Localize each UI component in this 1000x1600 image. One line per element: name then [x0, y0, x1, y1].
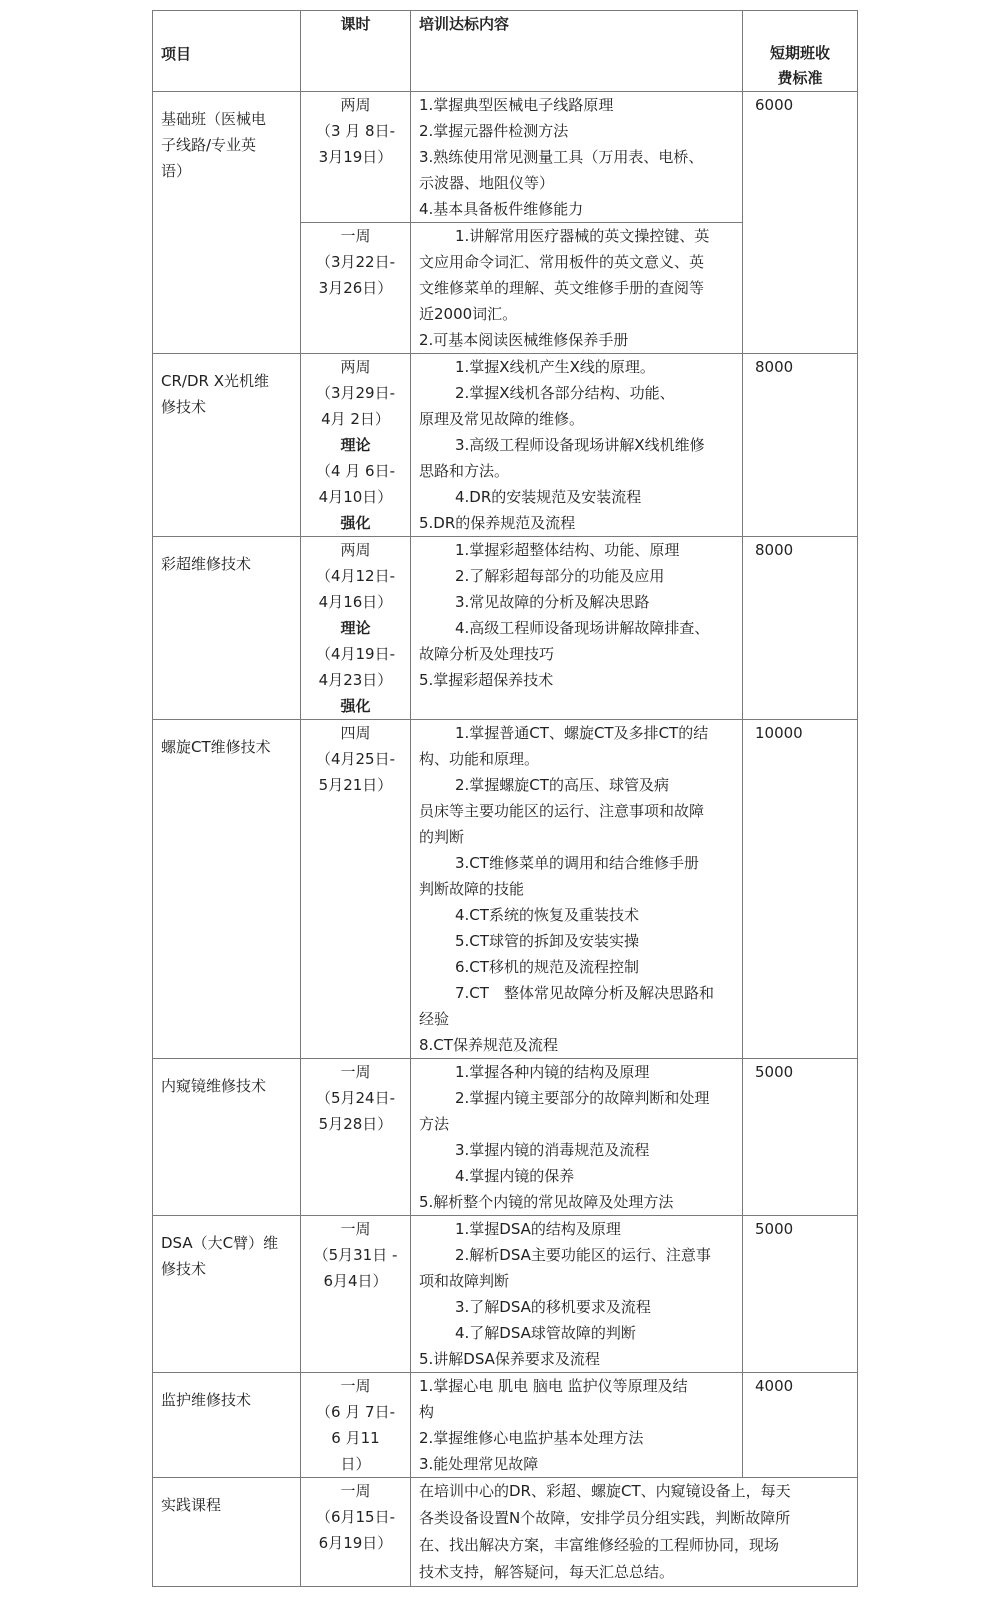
content-line: 3.能处理常见故障 — [419, 1455, 539, 1473]
table-body — [153, 92, 858, 1587]
course-hours-line: 6月4日） — [323, 1272, 388, 1290]
header-fee-line1: 短期班收 — [769, 44, 830, 62]
course-hours — [301, 92, 411, 223]
course-hours-line: 理论 — [340, 619, 371, 637]
content-line: 2.可基本阅读医械维修保养手册 — [419, 331, 629, 349]
content-line: 1.掌握DSA的结构及原理 — [455, 1220, 621, 1238]
course-name — [153, 1478, 301, 1587]
course-hours — [301, 1478, 411, 1587]
course-content — [411, 1478, 858, 1587]
course-name-line: 语） — [161, 162, 192, 180]
content-line: 3.了解DSA的移机要求及流程 — [455, 1298, 651, 1316]
content-line: 构 — [419, 1403, 435, 1421]
content-line: 文应用命令词汇、常用板件的英文意义、英 — [419, 253, 705, 271]
content-line: 构、功能和原理。 — [419, 750, 540, 768]
course-name-line: 基础班（医械电 — [161, 110, 267, 128]
content-line: 判断故障的技能 — [419, 880, 525, 898]
table-row — [153, 1478, 858, 1587]
course-hours-line: 一周 — [340, 1482, 371, 1500]
course-hours-line: 日） — [340, 1455, 371, 1473]
course-hours — [301, 354, 411, 537]
course-hours-line: 3月26日） — [318, 279, 393, 297]
header-item: 项目 — [153, 11, 301, 92]
content-line: 员床等主要功能区的运行、注意事项和故障 — [419, 802, 705, 820]
course-fee: 5000 — [743, 1059, 858, 1216]
course-name-line: CR/DR X光机维 — [161, 372, 269, 390]
content-line: 1.讲解常用医疗器械的英文操控键、英 — [455, 227, 710, 245]
content-line: 1.掌握各种内镜的结构及原理 — [455, 1063, 650, 1081]
content-line: 经验 — [419, 1010, 450, 1028]
course-hours-line: （3月29日- — [315, 384, 396, 402]
content-line: 2.掌握X线机各部分结构、功能、 — [455, 384, 675, 402]
content-line: 故障分析及处理技巧 — [419, 645, 555, 663]
course-hours-line: （4月19日- — [315, 645, 396, 663]
course-hours-line: 理论 — [340, 436, 371, 454]
course-content — [411, 92, 743, 223]
header-hours: 课时 — [301, 11, 411, 92]
course-hours-line: 6 月11 — [331, 1429, 380, 1447]
course-hours — [301, 1373, 411, 1478]
course-content — [411, 354, 743, 537]
course-name-line: 彩超维修技术 — [161, 555, 252, 573]
course-hours-line: （3 月 8日- — [315, 122, 396, 140]
content-line: 4.了解DSA球管故障的判断 — [455, 1324, 636, 1342]
course-hours-line: 3月19日） — [318, 148, 393, 166]
course-fee: 8000 — [743, 354, 858, 537]
course-hours-line: 四周 — [340, 724, 371, 742]
course-fee: 4000 — [743, 1373, 858, 1478]
content-line: 技术支持，解答疑问，每天汇总总结。 — [419, 1563, 675, 1581]
content-line: 4.高级工程师设备现场讲解故障排查、 — [455, 619, 710, 637]
course-hours-line: （4月12日- — [315, 567, 396, 585]
content-line: 示波器、地阻仪等） — [419, 174, 555, 192]
course-name-line: 修技术 — [161, 398, 207, 416]
course-hours-line: 5月21日） — [318, 776, 393, 794]
table-row — [153, 1373, 858, 1478]
content-line: 5.讲解DSA保养要求及流程 — [419, 1350, 600, 1368]
content-line: 的判断 — [419, 828, 465, 846]
content-line: 近2000词汇。 — [419, 305, 518, 323]
content-line: 在、找出解决方案，丰富维修经验的工程师协同，现场 — [419, 1536, 780, 1554]
course-hours-line: 两周 — [340, 541, 371, 559]
course-name — [153, 537, 301, 720]
table-row — [153, 720, 858, 1059]
course-fee: 5000 — [743, 1216, 858, 1373]
course-hours-line: （5月24日- — [315, 1089, 396, 1107]
content-line: 2.解析DSA主要功能区的运行、注意事 — [455, 1246, 711, 1264]
content-line: 4.DR的安装规范及安装流程 — [455, 488, 642, 506]
content-line: 项和故障判断 — [419, 1272, 510, 1290]
course-name-line: 监护维修技术 — [161, 1391, 252, 1409]
content-line: 各类设备设置N个故障，安排学员分组实践，判断故障所 — [419, 1509, 791, 1527]
content-line: 1.掌握典型医械电子线路原理 — [419, 96, 614, 114]
course-hours-line: （4 月 6日- — [315, 462, 396, 480]
content-line: 4.基本具备板件维修能力 — [419, 200, 584, 218]
course-name-line: 内窥镜维修技术 — [161, 1077, 267, 1095]
content-line: 3.熟练使用常见测量工具（万用表、电桥、 — [419, 148, 704, 166]
content-line: 5.CT球管的拆卸及安装实操 — [455, 932, 639, 950]
course-content — [411, 223, 743, 354]
course-hours-line: 5月28日） — [318, 1115, 393, 1133]
course-hours — [301, 1216, 411, 1373]
course-hours-line: 4月16日） — [318, 593, 393, 611]
course-name-line: DSA（大C臂）维 — [161, 1234, 279, 1252]
table-row — [153, 1216, 858, 1373]
course-content — [411, 720, 743, 1059]
course-name — [153, 1216, 301, 1373]
content-line: 1.掌握X线机产生X线的原理。 — [455, 358, 655, 376]
course-hours — [301, 720, 411, 1059]
course-hours — [301, 537, 411, 720]
course-content — [411, 1059, 743, 1216]
content-line: 2.掌握螺旋CT的高压、球管及病 — [455, 776, 669, 794]
course-name-line: 实践课程 — [161, 1496, 222, 1514]
content-line: 原理及常见故障的维修。 — [419, 410, 585, 428]
table-row — [153, 92, 858, 223]
header-row — [153, 11, 858, 92]
table-row — [153, 1059, 858, 1216]
header-fee-line2: 费标准 — [777, 69, 823, 87]
content-line: 3.高级工程师设备现场讲解X线机维修 — [455, 436, 705, 454]
table-row — [153, 537, 858, 720]
content-line: 3.掌握内镜的消毒规范及流程 — [455, 1141, 650, 1159]
content-line: 思路和方法。 — [419, 462, 510, 480]
course-hours-line: 一周 — [340, 1063, 371, 1081]
course-hours-line: （3月22日- — [315, 253, 396, 271]
content-line: 4.CT系统的恢复及重装技术 — [455, 906, 639, 924]
course-hours-line: 4月 2日） — [321, 410, 390, 428]
course-hours — [301, 1059, 411, 1216]
content-line: 2.掌握维修心电监护基本处理方法 — [419, 1429, 644, 1447]
content-line: 1.掌握心电 肌电 脑电 监护仪等原理及结 — [419, 1377, 688, 1395]
course-name — [153, 354, 301, 537]
course-name — [153, 92, 301, 354]
content-line: 1.掌握普通CT、螺旋CT及多排CT的结 — [455, 724, 709, 742]
content-line: 7.CT 整体常见故障分析及解决思路和 — [455, 984, 714, 1002]
course-hours-line: （6月15日- — [315, 1508, 396, 1526]
course-hours-line: （5月31日 - — [313, 1246, 398, 1264]
training-course-table — [152, 10, 858, 1587]
course-hours-line: 4月23日） — [318, 671, 393, 689]
content-line: 文维修菜单的理解、英文维修手册的查阅等 — [419, 279, 705, 297]
table-row — [153, 354, 858, 537]
content-line: 5.掌握彩超保养技术 — [419, 671, 554, 689]
course-hours-line: 一周 — [340, 1220, 371, 1238]
course-hours-line: 强化 — [340, 514, 371, 532]
course-name — [153, 720, 301, 1059]
course-hours — [301, 223, 411, 354]
content-line: 1.掌握彩超整体结构、功能、原理 — [455, 541, 680, 559]
content-line: 2.掌握内镜主要部分的故障判断和处理 — [455, 1089, 710, 1107]
course-name — [153, 1059, 301, 1216]
course-content — [411, 1373, 743, 1478]
header-content: 培训达标内容 — [411, 11, 743, 92]
content-line: 在培训中心的DR、彩超、螺旋CT、内窥镜设备上，每天 — [419, 1482, 791, 1500]
course-hours-line: （6 月 7日- — [315, 1403, 396, 1421]
content-line: 5.DR的保养规范及流程 — [419, 514, 576, 532]
content-line: 6.CT移机的规范及流程控制 — [455, 958, 639, 976]
header-fee — [743, 11, 858, 92]
course-name-line: 修技术 — [161, 1260, 207, 1278]
content-line: 4.掌握内镜的保养 — [455, 1167, 575, 1185]
course-hours-line: 两周 — [340, 96, 371, 114]
course-hours-line: 强化 — [340, 697, 371, 715]
course-hours-line: 4月10日） — [318, 488, 393, 506]
course-fee: 10000 — [743, 720, 858, 1059]
content-line: 2.掌握元器件检测方法 — [419, 122, 569, 140]
course-name-line: 螺旋CT维修技术 — [161, 738, 271, 756]
content-line: 8.CT保养规范及流程 — [419, 1036, 558, 1054]
course-hours-line: 两周 — [340, 358, 371, 376]
course-hours-line: 一周 — [340, 1377, 371, 1395]
content-line: 3.CT维修菜单的调用和结合维修手册 — [455, 854, 699, 872]
content-line: 2.了解彩超每部分的功能及应用 — [455, 567, 665, 585]
content-line: 方法 — [419, 1115, 450, 1133]
course-fee: 6000 — [743, 92, 858, 354]
course-fee: 8000 — [743, 537, 858, 720]
course-name — [153, 1373, 301, 1478]
course-content — [411, 1216, 743, 1373]
content-line: 5.解析整个内镜的常见故障及处理方法 — [419, 1193, 674, 1211]
course-name-line: 子线路/专业英 — [161, 136, 257, 154]
content-line: 3.常见故障的分析及解决思路 — [455, 593, 650, 611]
course-content — [411, 537, 743, 720]
course-hours-line: 6月19日） — [318, 1534, 393, 1552]
course-hours-line: （4月25日- — [315, 750, 396, 768]
course-hours-line: 一周 — [340, 227, 371, 245]
